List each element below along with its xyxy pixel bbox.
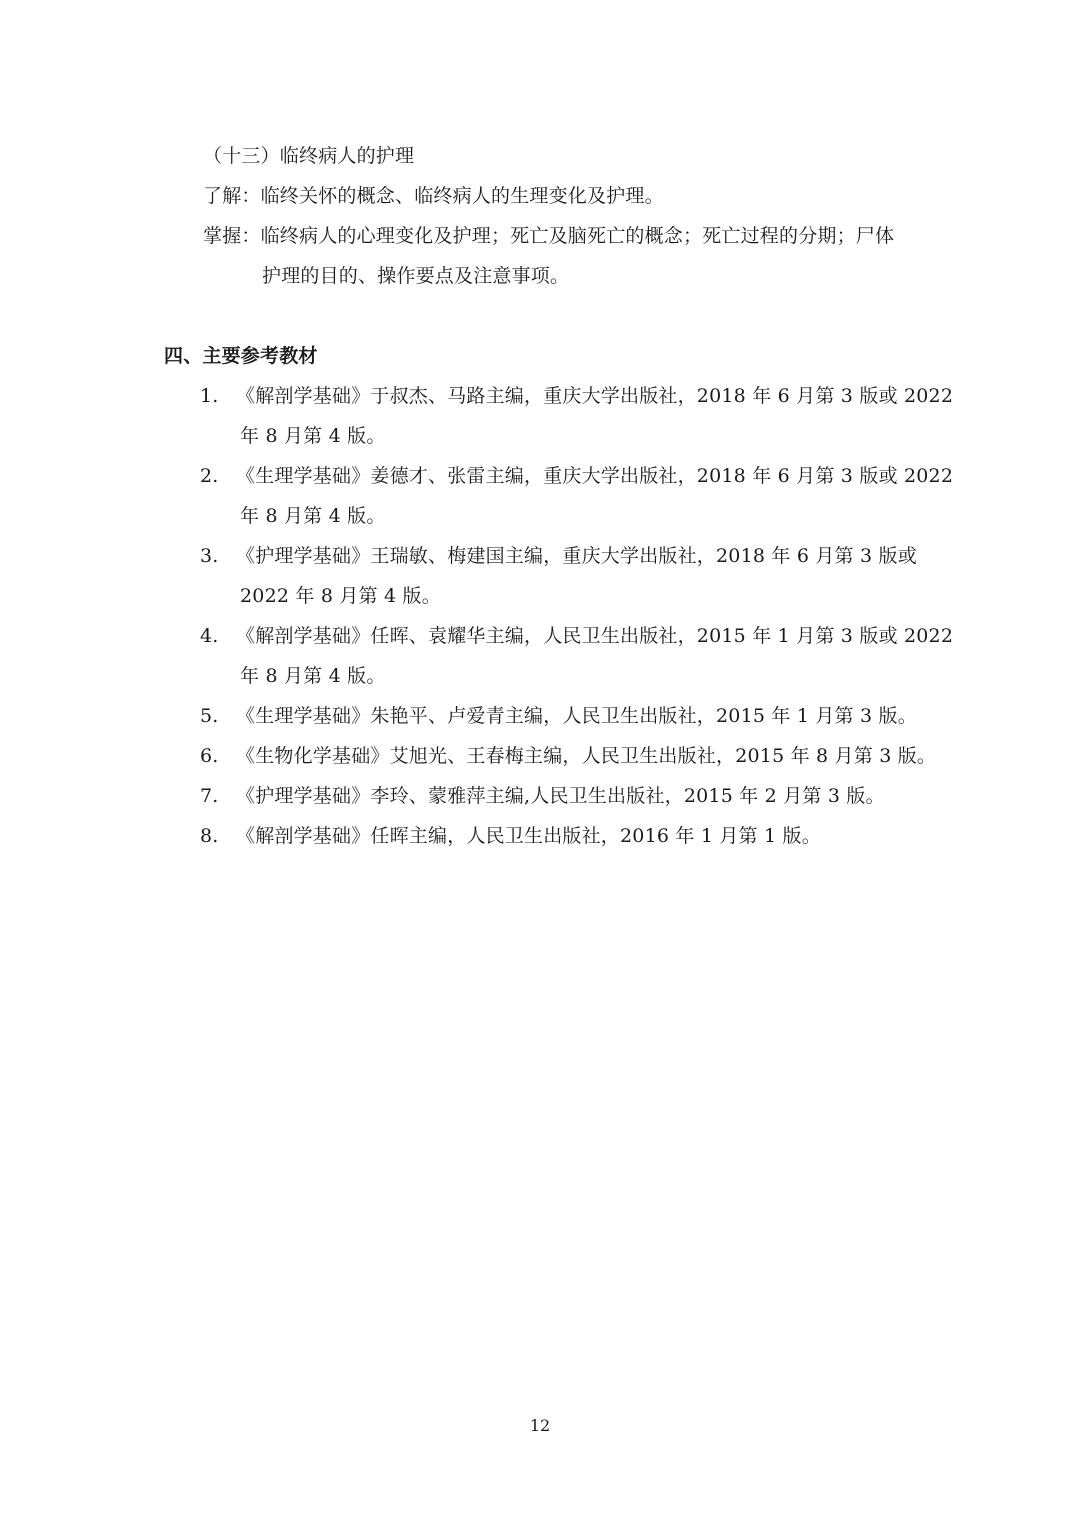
reference-text-line-1: 《解剖学基础》任晖主编，人民卫生出版社，2016 年 1 月第 1 版。 <box>236 825 821 847</box>
reference-number: 7. <box>200 785 219 807</box>
reference-number: 5. <box>200 705 219 727</box>
reference-number: 4. <box>200 625 219 647</box>
reference-text-line-1: 《解剖学基础》于叔杰、马路主编，重庆大学出版社，2018 年 6 月第 3 版或 2022 <box>236 385 954 407</box>
reference-text-line-2: 年 8 月第 4 版。 <box>240 665 386 687</box>
reference-number: 8. <box>200 825 219 847</box>
reference-number: 2. <box>200 465 219 487</box>
reference-number: 1. <box>200 385 219 407</box>
master-paragraph-line-1: 掌握：临终病人的心理变化及护理；死亡及脑死亡的概念；死亡过程的分期；尸体 <box>203 225 895 247</box>
reference-text-line-2: 2022 年 8 月第 4 版。 <box>240 585 441 607</box>
page-number: 12 <box>529 1416 551 1435</box>
reference-number: 3. <box>200 545 219 567</box>
reference-text-line-1: 《解剖学基础》任晖、袁耀华主编，人民卫生出版社，2015 年 1 月第 3 版或 2022 <box>236 625 954 647</box>
master-paragraph-line-2: 护理的目的、操作要点及注意事项。 <box>262 265 570 287</box>
reference-text-line-1: 《护理学基础》王瑞敏、梅建国主编，重庆大学出版社，2018 年 6 月第 3 版或 <box>236 545 917 567</box>
reference-text-line-1: 《生理学基础》朱艳平、卢爱青主编，人民卫生出版社，2015 年 1 月第 3 版。 <box>236 705 917 727</box>
understand-paragraph: 了解：临终关怀的概念、临终病人的生理变化及护理。 <box>203 185 664 207</box>
reference-text-line-1: 《生物化学基础》艾旭光、王春梅主编，人民卫生出版社，2015 年 8 月第 3 版。 <box>236 745 937 767</box>
reference-number: 6. <box>200 745 219 767</box>
reference-text-line-1: 《生理学基础》姜德才、张雷主编，重庆大学出版社，2018 年 6 月第 3 版或 2022 <box>236 465 954 487</box>
reference-text-line-2: 年 8 月第 4 版。 <box>240 425 386 447</box>
section-heading: 四、主要参考教材 <box>164 345 318 367</box>
subsection-title: （十三）临终病人的护理 <box>203 145 415 167</box>
reference-text-line-2: 年 8 月第 4 版。 <box>240 505 386 527</box>
reference-text-line-1: 《护理学基础》李玲、蒙雅萍主编,人民卫生出版社，2015 年 2 月第 3 版。 <box>236 785 885 807</box>
